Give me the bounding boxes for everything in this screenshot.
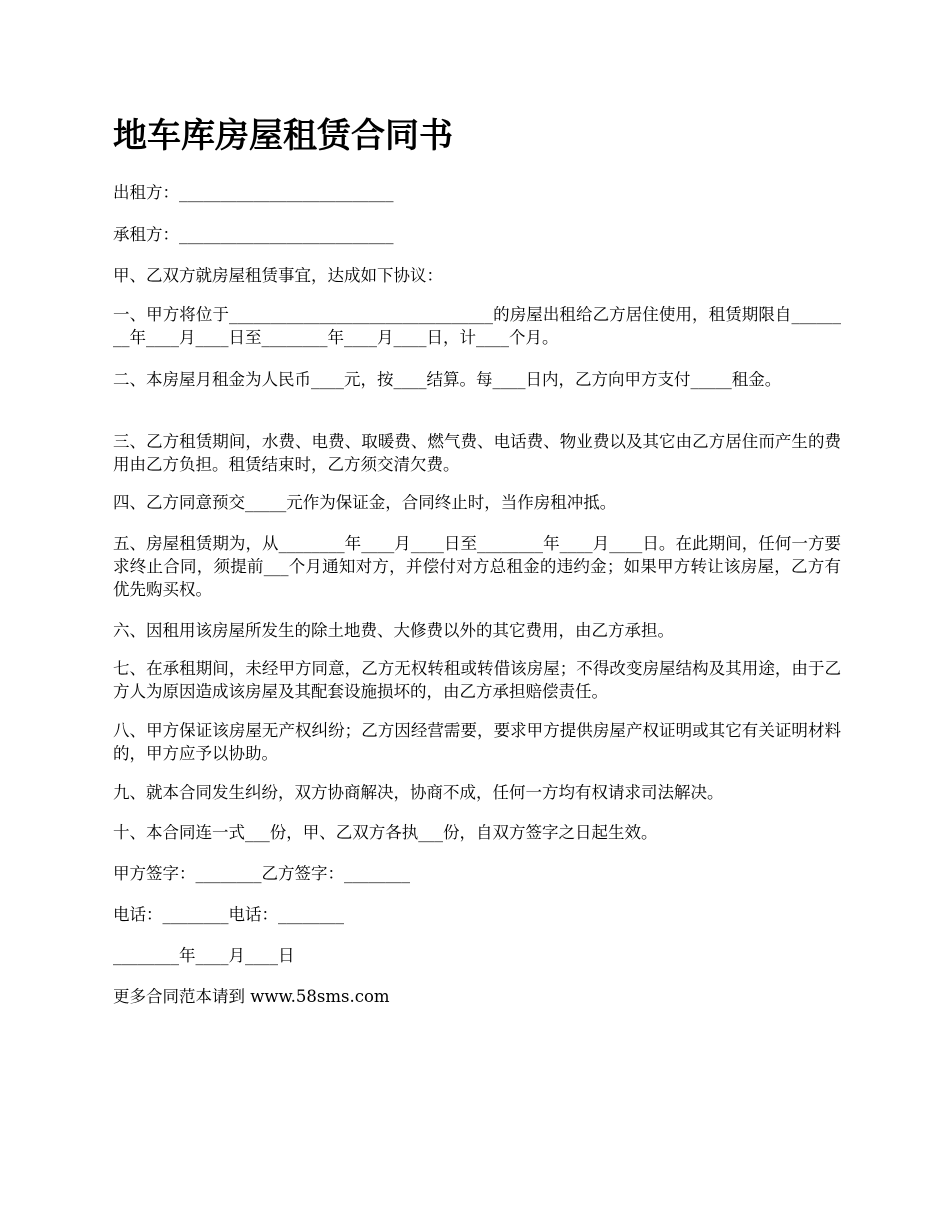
clause-1: 一、甲方将位于________________________________的房屋出租给乙方居住使用，租赁期限自________年____月____日至________年____月____日，计____个月。 <box>113 305 841 347</box>
clause-3: 三、乙方租赁期间，水费、电费、取暖费、燃气费、电话费、物业费以及其它由乙方居住而产生的费用由乙方负担。租赁结束时，乙方须交清欠费。 <box>113 432 841 474</box>
preamble: 甲、乙双方就房屋租赁事宜，达成如下协议： <box>113 266 443 285</box>
document-title: 地车库房屋租赁合同书 <box>113 116 453 156</box>
clause-10: 十、本合同连一式___份，甲、乙双方各执___份，自双方签字之日起生效。 <box>113 823 658 842</box>
clause-2: 二、本房屋月租金为人民币____元，按____结算。每____日内，乙方向甲方支付_____租金。 <box>113 370 782 389</box>
clause-6: 六、因租用该房屋所发生的除土地费、大修费以外的其它费用，由乙方承担。 <box>113 621 674 640</box>
lessor-line: 出租方：__________________________ <box>113 183 394 202</box>
lessee-line: 承租方：__________________________ <box>113 225 394 244</box>
clause-8: 八、甲方保证该房屋无产权纠纷；乙方因经营需要，要求甲方提供房屋产权证明或其它有关证明材料的，甲方应予以协助。 <box>113 721 841 763</box>
phone-line: 电话：________电话：________ <box>113 905 344 924</box>
clause-5: 五、房屋租赁期为，从________年____月____日至________年____月____日。在此期间，任何一方要求终止合同，须提前___个月通知对方，并偿付对方总租金的违约金；如果甲方转让该房屋，乙方有优先购买权。 <box>113 534 841 599</box>
clause-4: 四、乙方同意预交_____元作为保证金，合同终止时，当作房租冲抵。 <box>113 493 617 512</box>
signature-line: 甲方签字：________乙方签字：________ <box>113 864 410 883</box>
clause-9: 九、就本合同发生纠纷，双方协商解决，协商不成，任何一方均有权请求司法解决。 <box>113 783 724 802</box>
date-line: ________年____月____日 <box>113 946 295 965</box>
footer-link-text: 更多合同范本请到 www.58sms.com <box>113 987 390 1006</box>
clause-7: 七、在承租期间，未经甲方同意，乙方无权转租或转借该房屋；不得改变房屋结构及其用途，由于乙方人为原因造成该房屋及其配套设施损坏的，由乙方承担赔偿责任。 <box>113 659 841 701</box>
